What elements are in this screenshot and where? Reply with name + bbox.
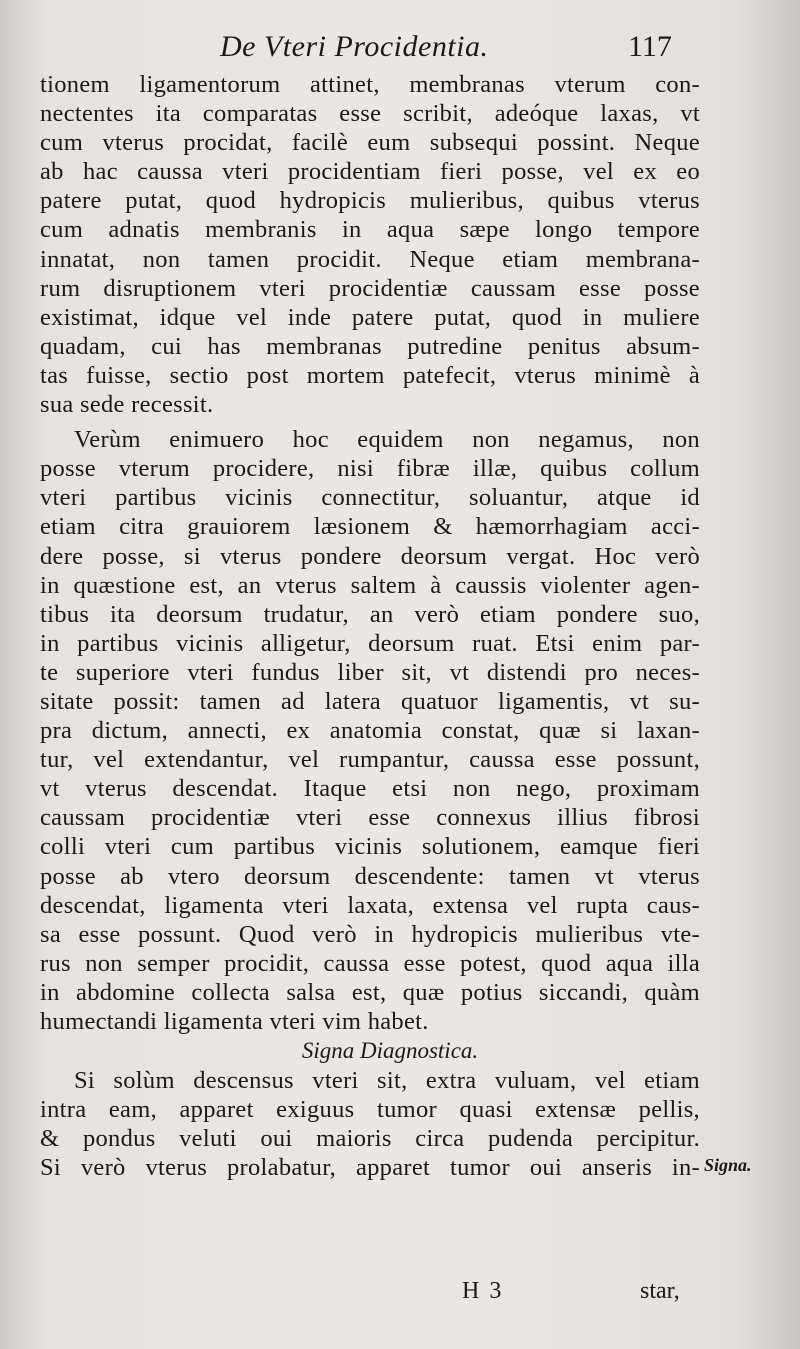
text-line: Si verò vterus prolabatur, apparet tumor oui anseris in-: [40, 1154, 700, 1182]
text-line: Si solùm descensus vteri sit, extra vuluam, vel etiam: [74, 1067, 700, 1095]
text-line: tionem ligamentorum attinet, membranas vterum con-: [40, 71, 700, 98]
text-line: humectandi ligamenta vteri vim habet.: [40, 1008, 429, 1035]
running-title: De Vteri Procidentia.: [220, 30, 489, 63]
text-line: te superiore vteri fundus liber sit, vt distendi pro neces-: [40, 658, 700, 686]
text-line: dere posse, si vterus pondere deorsum vergat. Hoc verò: [40, 542, 700, 570]
text-line: cum vterus procidat, facilè eum subsequi possint. Neque: [40, 129, 700, 157]
paragraph-2: [40, 425, 700, 1036]
body-text: [40, 70, 700, 1182]
text-line: in quæstione est, an vterus saltem à caussis violenter agen-: [40, 571, 700, 599]
text-line: posse vterum procidere, nisi fibræ illæ, quibus collum: [40, 455, 700, 483]
text-line: rum disruptionem vteri procidentiæ caussam esse posse: [40, 274, 700, 302]
text-line: sa esse possunt. Quod verò in hydropicis mulieribus vte-: [40, 920, 700, 948]
text-line: tibus ita deorsum trudatur, an verò etiam pondere suo,: [40, 600, 700, 628]
text-line: intra eam, apparet exiguus tumor quasi extensæ pellis,: [40, 1096, 700, 1124]
text-line: tas fuisse, sectio post mortem patefecit, vterus minimè à: [40, 361, 700, 389]
text-line: nectentes ita comparatas esse scribit, adeóque laxas, vt: [40, 100, 700, 128]
text-line: rus non semper procidit, caussa esse potest, quod aqua illa: [40, 949, 700, 977]
text-line: etiam citra grauiorem læsionem & hæmorrhagiam acci-: [40, 513, 700, 541]
paragraph-3: [40, 1066, 700, 1182]
text-line: innatat, non tamen procidit. Neque etiam membrana-: [40, 245, 700, 273]
text-line: vteri partibus vicinis connectitur, soluantur, atque id: [40, 484, 700, 512]
text-line: pra dictum, annecti, ex anatomia constat, quæ si laxan-: [40, 717, 700, 745]
text-line: patere putat, quod hydropicis mulieribus, quibus vterus: [40, 187, 700, 215]
section-heading: Signa Diagnostica.: [301, 1038, 479, 1064]
signature-mark: H 3: [462, 1278, 504, 1304]
text-line: & pondus veluti oui maioris circa pudenda percipitur.: [40, 1125, 700, 1153]
text-line: ab hac caussa vteri procidentiam fieri posse, vel ex eo: [40, 158, 700, 186]
text-line: tur, vel extendantur, vel rumpantur, caussa esse possunt,: [40, 746, 700, 774]
text-line: cum adnatis membranis in aqua sæpe longo tempore: [40, 216, 700, 244]
page-header: [0, 30, 800, 70]
catchword: star,: [640, 1278, 680, 1304]
text-line: posse ab vtero deorsum descendente: tamen vt vterus: [40, 862, 700, 890]
text-line: colli vteri cum partibus vicinis solutionem, eamque fieri: [40, 833, 700, 861]
paragraph-1: [40, 70, 700, 419]
text-line: Verùm enimuero hoc equidem non negamus, non: [74, 426, 700, 454]
text-line: in abdomine collecta salsa est, quæ potius siccandi, quàm: [40, 978, 700, 1006]
text-line: caussam procidentiæ vteri esse connexus illius fibrosi: [40, 804, 700, 832]
text-line: descendat, ligamenta vteri laxata, extensa vel rupta caus-: [40, 891, 700, 919]
text-line: existimat, idque vel inde patere putat, quod in muliere: [40, 303, 700, 331]
page-number: 117: [628, 30, 672, 63]
text-line: sua sede recessit.: [40, 391, 214, 419]
text-line: vt vterus descendat. Itaque etsi non nego, proximam: [40, 775, 700, 803]
text-line: quadam, cui has membranas putredine penitus absum-: [40, 332, 700, 360]
text-line: sitate possit: tamen ad latera quatuor ligamentis, vt su-: [40, 687, 700, 715]
margin-note: Signa.: [704, 1155, 752, 1175]
text-line: in partibus vicinis alligetur, deorsum ruat. Etsi enim par-: [40, 629, 700, 657]
